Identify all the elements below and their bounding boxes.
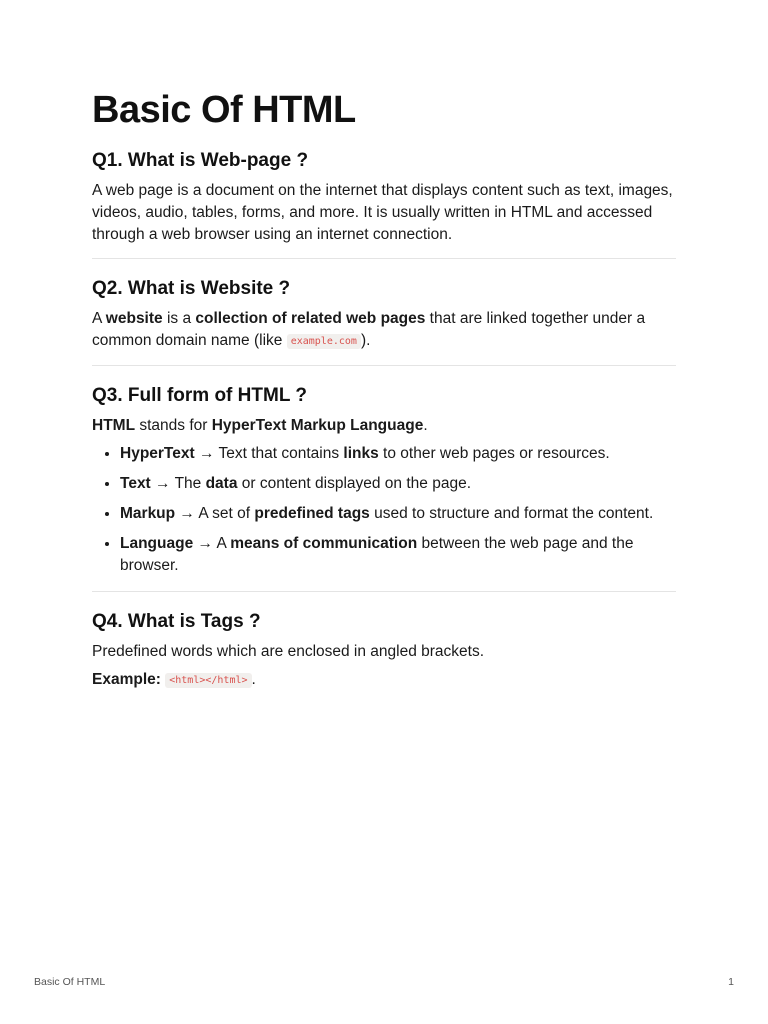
q2-heading: Q2. What is Website ?: [92, 278, 291, 299]
section-q4: [92, 609, 676, 704]
list-item: • HyperText → Text that contains links to other web pages or resources.: [120, 443, 676, 465]
section-q1: [92, 148, 676, 259]
q3-heading: Q3. Full form of HTML ?: [92, 385, 307, 406]
inline-code-example-domain: example.com: [287, 334, 361, 349]
footer-page-number: 1: [728, 976, 734, 988]
inline-code-html-tag: <html></html>: [165, 673, 251, 688]
q1-heading: Q1. What is Web-page ?: [92, 150, 309, 171]
q4-body: Predefined words which are enclosed in angled brackets.: [92, 643, 485, 660]
section-q3: [92, 383, 676, 592]
q4-example: Example: <html></html> .: [92, 671, 256, 688]
document-page: [92, 88, 676, 704]
q1-body: A web page is a document on the internet that displays content such as text, images, videos, audio, tables, forms, and more. It is usually written in HTML and accessed through a web browser using an internet connection.: [92, 182, 673, 243]
list-item: • Text → The data or content displayed on the page.: [120, 473, 676, 495]
html-term-list: [92, 443, 676, 577]
q3-intro: HTML stands for HyperText Markup Language.: [92, 417, 428, 434]
q2-body: A website is a collection of related web pages that are linked together under a common domain name (like example.com ).: [92, 310, 646, 349]
section-q2: [92, 276, 676, 366]
list-item: • Markup → A set of predefined tags used to structure and format the content.: [120, 503, 676, 525]
footer-doc-title: Basic Of HTML: [34, 976, 106, 988]
q4-heading: Q4. What is Tags ?: [92, 611, 261, 632]
list-item: • Language → A means of communication between the web page and the browser.: [120, 533, 676, 577]
page-title: Basic Of HTML: [92, 89, 356, 131]
